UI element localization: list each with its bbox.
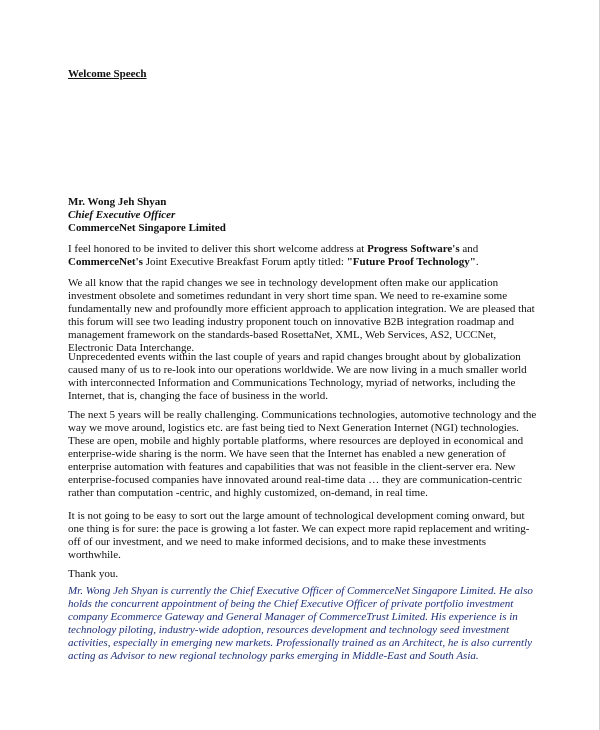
sender-organization: CommerceNet Singapore Limited [68,222,226,234]
intro-text-4: . [475,256,479,268]
forum-title: "Future Proof Technology" [346,256,476,268]
closing-thanks: Thank you. [68,568,119,580]
intro-company-1: Progress Software's [367,243,460,255]
intro-company-2: CommerceNet's [68,256,143,268]
intro-text-2: and [459,243,479,255]
intro-text-3: Joint Executive Breakfast Forum aptly titled: [142,256,347,268]
paragraph-globalization: Unprecedented events within the last couple of years and rapid changes brought about by globalization caused many of us to re-look into our operations worldwide. We are now living in a much smaller world with interconnected Information and Communications Technology, myriad of networks, including the Internet, that is, changing the face of business in the world. [68,351,527,402]
intro-paragraph [68,243,538,269]
sender-block [68,196,226,235]
sender-name: Mr. Wong Jeh Shyan [68,196,167,208]
speech-title: Welcome Speech [68,68,147,80]
intro-text-1: I feel honored to be invited to deliver this short welcome address at [68,243,368,255]
speaker-bio: Mr. Wong Jeh Shyan is currently the Chief Executive Officer of CommerceNet Singapore Limited. He also holds the concurrent appointment of being the Chief Executive Officer of private portfolio investment company Ecommerce Gateway and General Manager of CommerceTrust Limited. His experience is in technology piloting, industry-wide adoption, resources development and technology seed investment activities, especially in emerging new markets. Professionally trained as an Architect, he is also currently acting as Advisor to new regional technology parks emerging in Middle-East and South Asia. [68,585,533,662]
sender-role: Chief Executive Officer [68,209,176,221]
paragraph-investments: It is not going to be easy to sort out the large amount of technological development coming onward, but one thing is for sure: the pace is growing a lot faster. We can expect more rapid replacement and writing-off of our investment, and we need to make informed decisions, and to make these investments worthwhile. [68,510,530,561]
paragraph-next-five-years: The next 5 years will be really challenging. Communications technologies, automotive technology and the way we move around, logistics etc. are fast being tied to Next Generation Internet (NGI) technologies. These are open, mobile and highly portable platforms, where resources are deployed in economical and enterprise-wide sharing is the norm. We have seen that the Internet has enabled a new generation of enterprise automation with features and capabilities that was not feasible in the client-server era. New enterprise-focused companies have innovated around real-time data … they are communication-centric rather than computation -centric, and highly customized, on-demand, in real time. [68,409,537,499]
paragraph-technology-change: We all know that the rapid changes we see in technology development often make our application investment obsolete and sometimes redundant in very short time span. We need to re-examine some fundamentally new and profoundly more efficient approach to application integration. We are pleased that this forum will see two leading industry proponent touch on innovative B2B integration roadmap and management framework on the standards-based RosettaNet, XML, Web Services, AS2, UCCNet, Electronic Data Interchange. [68,277,535,354]
